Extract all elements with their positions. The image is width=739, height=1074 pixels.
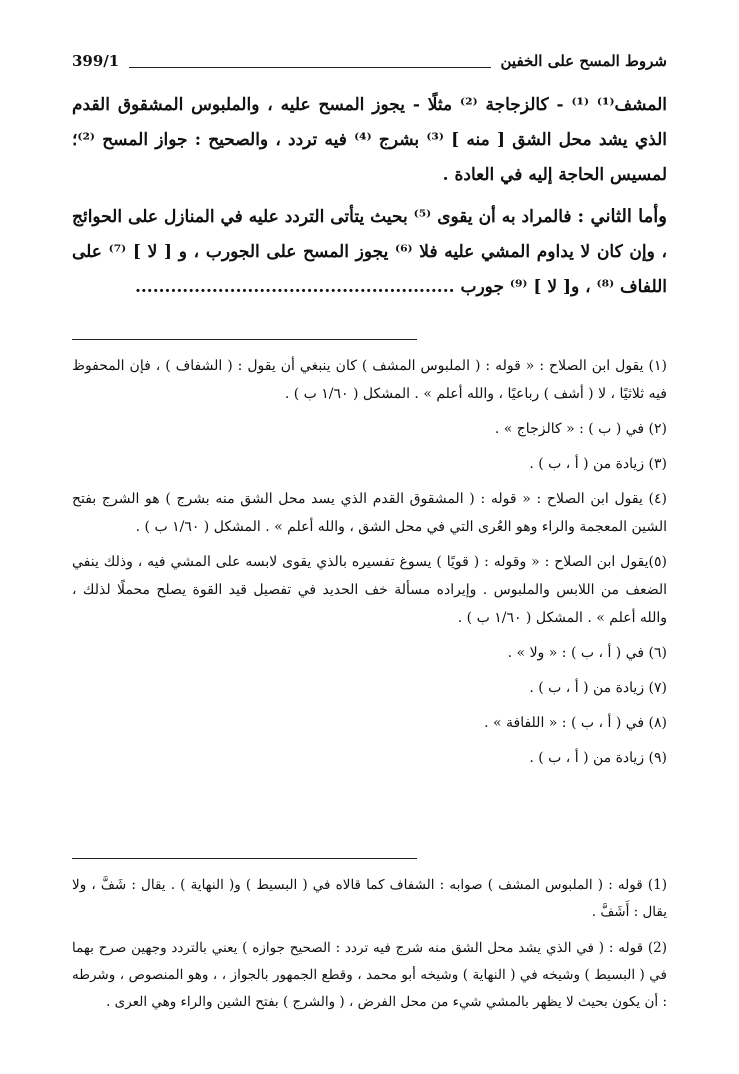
footnote: (٥)يقول ابن الصلاح : « وقوله : ( قويًا ) يسوغ تفسيره بالذي يقوى لابسه على المشي فيه ، وذلك ينفي الضعف من اللابس والملبوس . وإيراده مسألة خف الحديد في تفصيل قيد القوة يصلح محملًا لذلك ، والله أعلم » . المشكل ( ١/٦٠ ب ) . — [72, 554, 667, 626]
header-rule — [129, 55, 490, 68]
footnote: (٤) يقول ابن الصلاح : « قوله : ( المشقوق القدم الذي يسد محل الشق منه بشرج ) هو الشرج بفتح الشين المعجمة والراء وهو العُرى التي في محل الشق ، والله أعلم » . المشكل ( ١/٦٠ ب ) . — [72, 491, 667, 535]
page-number: 399/1 — [72, 52, 120, 70]
editor-footnotes — [72, 352, 667, 779]
footnote-divider — [72, 339, 417, 340]
chapter-title: شروط المسح على الخفين — [500, 52, 667, 70]
footnote: (٩) زيادة من ( أ ، ب ) . — [529, 750, 667, 766]
main-paragraph-1: المشف⁽¹⁾ ⁽¹⁾ - كالزجاجة ⁽²⁾ مثلًا - يجوز المسح عليه ، والملبوس المشقوق القدم الذي يشد محل الشق [ منه ] ⁽³⁾ بشرج ⁽⁴⁾ فيه تردد ، والصحيح : جواز المسح ⁽²⁾؛ لمسيس الحاجة إليه في العادة . — [72, 95, 668, 185]
author-notes-divider — [72, 858, 417, 859]
footnote: (٢) في ( ب ) : « كالزجاج » . — [494, 421, 667, 437]
main-paragraph-2-text: فالمراد به أن يقوى ⁽⁵⁾ بحيث يتأتى التردد عليه في المنازل على الحوائج ، وإن كان لا يداوم المشي عليه فلا ⁽⁶⁾ يجوز المسح على الجورب ، و [ لا ] ⁽⁷⁾ على اللفاف ⁽⁸⁾ ، و[ لا ] ⁽⁹⁾ جورب ...................................................... — [72, 207, 667, 297]
author-footnotes — [72, 872, 667, 1025]
footnote: (٣) زيادة من ( أ ، ب ) . — [529, 456, 667, 472]
author-note: (1) قوله : ( الملبوس المشف ) صوابه : الشفاف كما قالاه في ( البسيط ) و( النهاية ) . يقال : شَفَّ ، ولا يقال : أَشَفَّ . — [72, 877, 667, 920]
footnote: (٦) في ( أ ، ب ) : « ولا » . — [507, 645, 667, 661]
main-paragraph-2 — [72, 199, 667, 305]
author-note: (2) قوله : ( في الذي يشد محل الشق منه شرج فيه تردد : الصحيح جوازه ) يعني بالتردد وجهين صرح بهما في ( البسيط ) وشيخه في ( النهاية ) وشيخه أبو محمد ، وقطع الجمهور بالجواز ، ، وهو المنصوص ، وشرطه : أن يكون بحيث لا يظهر بالمشي شيء من محل الفرض ، ( والشرج ) بفتح الشين والراء وهي العرى . — [72, 940, 667, 1010]
footnote: (١) يقول ابن الصلاح : « قوله : ( الملبوس المشف ) كان ينبغي أن يقول : ( الشفاف ) ، فإن المحفوظ فيه ثلاثيًا ، لا ( أشف ) رباعيًا ، والله أعلم » . المشكل ( ١/٦٠ ب ) . — [72, 358, 667, 402]
main-text — [72, 88, 667, 305]
footnote: (٧) زيادة من ( أ ، ب ) . — [529, 680, 667, 696]
running-header — [72, 46, 667, 76]
section-lead: وأما الثاني : — [577, 206, 667, 227]
footnote: (٨) في ( أ ، ب ) : « اللفافة » . — [484, 715, 667, 731]
